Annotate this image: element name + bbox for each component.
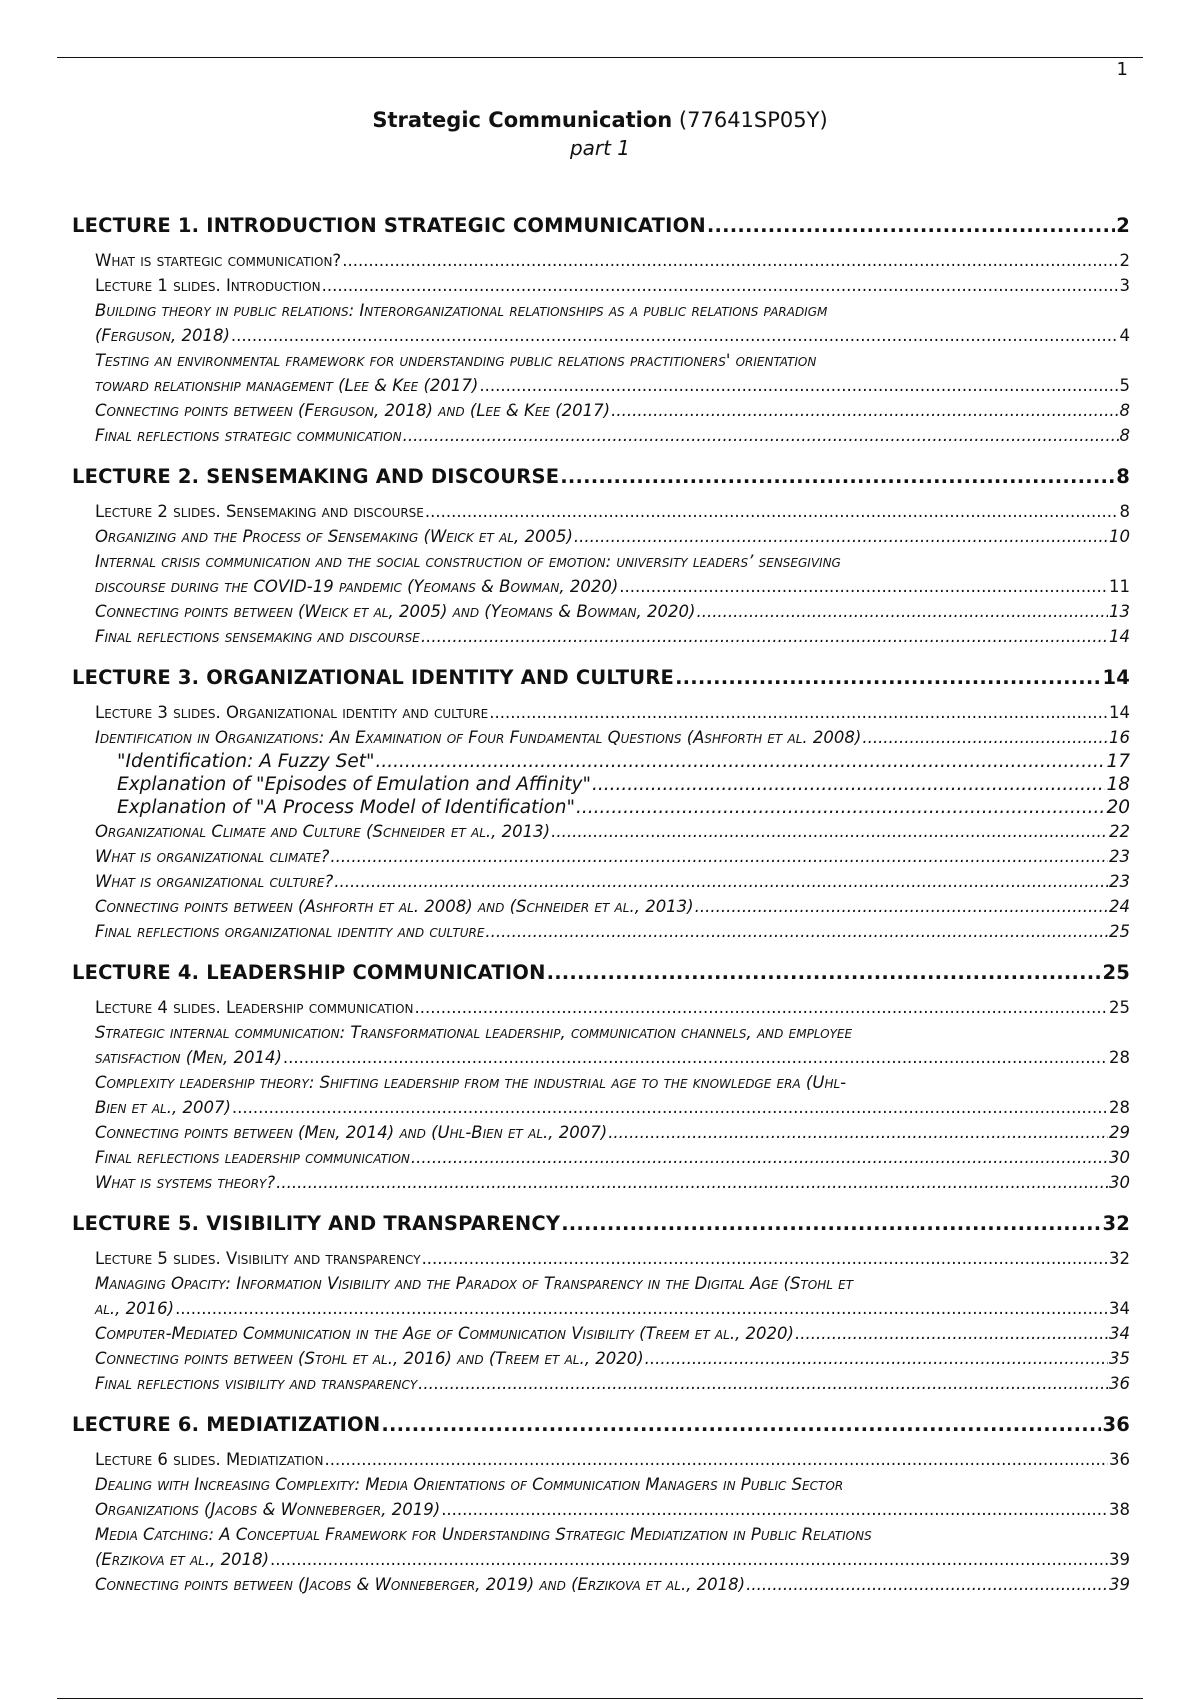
toc-page-number: 18 [1106,774,1130,795]
toc-entry-title: What is systems theory? [95,1173,276,1192]
toc-lecture-heading[interactable] [72,1412,1130,1437]
dot-leader [283,1045,1108,1070]
toc-entry[interactable] [72,1070,1130,1120]
toc-entry-title-line: Building theory in public relations: Interorganizational relationships as a public relations paradigm [95,301,828,320]
toc-entry-title: Explanation of "A Process Model of Identification" [117,797,576,818]
header-rule [57,57,1143,58]
toc-entry[interactable] [72,273,1130,298]
toc-entry[interactable] [72,298,1130,348]
toc-entry-title: Connecting points between (Weick et al, 2005) and (Yeomans & Bowman, 2020) [95,602,696,621]
toc-entry[interactable] [72,1020,1130,1070]
toc-entry[interactable] [72,1246,1130,1271]
dot-leader [376,750,1106,773]
toc-entry[interactable] [72,1145,1130,1170]
toc-entry[interactable] [72,1572,1130,1597]
toc-subentry[interactable] [72,796,1130,819]
toc-page-number: 17 [1106,751,1130,772]
dot-leader [231,323,1119,348]
dot-leader [175,1296,1108,1321]
page-number: 1 [1116,59,1128,80]
dot-leader [696,599,1108,624]
toc-page-number: 23 [1109,847,1130,866]
toc-entry[interactable] [72,1371,1130,1396]
toc-entry-title: LECTURE 6. MEDIATIZATION [72,1413,381,1436]
dot-leader [411,1145,1108,1170]
toc-entry-title: LECTURE 5. VISIBILITY AND TRANSPARENCY [72,1212,561,1235]
toc-page-number: 23 [1109,872,1130,891]
document-subtitle: part 1 [569,136,631,160]
toc-page-number: 8 [1116,465,1130,488]
toc-page-number: 36 [1109,1374,1130,1393]
toc-entry[interactable] [72,549,1130,599]
dot-leader [415,995,1108,1020]
toc-entry-title: Organizational Climate and Culture (Schneider et al., 2013) [95,822,551,841]
dot-leader [707,213,1115,238]
toc-lecture-heading[interactable] [72,1211,1130,1236]
dot-leader [334,869,1108,894]
toc-page-number: 2 [1119,251,1130,270]
toc-entry-title: Lecture 5 slides. Visibility and transparency [95,1249,421,1268]
toc-page-number: 8 [1119,502,1130,521]
dot-leader [608,1120,1108,1145]
toc-entry[interactable] [72,1346,1130,1371]
toc-entry[interactable] [72,1170,1130,1195]
dot-leader [574,524,1108,549]
dot-leader [551,819,1108,844]
toc-entry-title: (Erzikova et al., 2018) [95,1550,270,1569]
toc-page-number: 36 [1102,1413,1130,1436]
toc-entry-title: Explanation of "Episodes of Emulation and Affinity" [117,774,591,795]
toc-page-number: 30 [1109,1148,1130,1167]
toc-page-number: 28 [1109,1048,1130,1067]
toc-entry-title: What is organizational culture? [95,872,334,891]
toc-page-number: 3 [1119,276,1130,295]
toc-page-number: 16 [1109,728,1130,747]
toc-entry-title-line: Complexity leadership theory: Shifting leadership from the industrial age to the knowledge era (Uhl- [95,1073,847,1092]
toc-page-number: 5 [1119,376,1130,395]
table-of-contents [72,213,1130,1597]
toc-entry-title: Lecture 1 slides. Introduction [95,276,321,295]
toc-entry[interactable] [72,499,1130,524]
dot-leader [560,464,1115,489]
toc-page-number: 14 [1102,666,1130,689]
dot-leader [422,1246,1108,1271]
toc-page-number: 14 [1109,627,1130,646]
toc-entry-title-line: Managing Opacity: Information Visibility and the Paradox of Transparency in the Digital Age (Stohl et [95,1274,854,1293]
dot-leader [276,1170,1108,1195]
dot-leader [795,1321,1108,1346]
toc-entry-title: What is organizational climate? [95,847,330,866]
toc-entry-title: Final reflections leadership communication [95,1148,410,1167]
toc-page-number: 25 [1102,961,1130,984]
toc-entry-title-line: Testing an environmental framework for understanding public relations practitioners' orientation [95,351,817,370]
toc-page-number: 34 [1109,1324,1130,1343]
toc-page-number: 11 [1109,577,1130,596]
toc-entry[interactable] [72,1321,1130,1346]
document-title [0,108,1200,132]
toc-page-number: 25 [1109,922,1130,941]
dot-leader [611,398,1118,423]
dot-leader [561,1211,1101,1236]
toc-entry-title: toward relationship management (Lee & Kee (2017) [95,376,479,395]
toc-entry-title: Final reflections strategic communication [95,426,402,445]
toc-entry-title: Lecture 6 slides. Mediatization [95,1450,324,1469]
toc-entry[interactable] [72,844,1130,869]
course-name: Strategic Communication [372,108,673,132]
toc-entry-title: Final reflections organizational identity and culture [95,922,485,941]
toc-entry-title: discourse during the COVID-19 pandemic (Yeomans & Bowman, 2020) [95,577,619,596]
dot-leader [746,1572,1108,1597]
toc-entry-title: Final reflections sensemaking and discourse [95,627,420,646]
toc-page-number: 32 [1102,1212,1130,1235]
toc-entry[interactable] [72,1120,1130,1145]
toc-entry-title: Connecting points between (Jacobs & Wonneberger, 2019) and (Erzikova et al., 2018) [95,1575,746,1594]
toc-entry-title: LECTURE 3. ORGANIZATIONAL IDENTITY AND CULTURE [72,666,675,689]
toc-entry[interactable] [72,348,1130,398]
toc-page-number: 8 [1119,426,1130,445]
dot-leader [425,499,1119,524]
toc-entry[interactable] [72,423,1130,448]
toc-entry[interactable] [72,995,1130,1020]
dot-leader [381,1412,1101,1437]
toc-lecture-heading[interactable] [72,960,1130,985]
dot-leader [324,1447,1108,1472]
dot-leader [547,960,1102,985]
toc-entry-title: Lecture 2 slides. Sensemaking and discourse [95,502,424,521]
toc-page-number: 34 [1109,1299,1130,1318]
toc-entry[interactable] [72,919,1130,944]
toc-entry[interactable] [72,1522,1130,1572]
toc-entry-title: "Identification: A Fuzzy Set" [117,751,375,772]
toc-entry-title: Connecting points between (Ferguson, 2018) and (Lee & Kee (2017) [95,401,611,420]
toc-entry-title: LECTURE 1. INTRODUCTION STRATEGIC COMMUNICATION [72,214,706,237]
toc-entry-title-line: Internal crisis communication and the social construction of emotion: university leaders’ sensegiving [95,552,841,571]
footer-rule [57,1698,1143,1699]
dot-leader [489,700,1108,725]
toc-entry[interactable] [72,700,1130,725]
dot-leader [576,796,1105,819]
toc-page-number: 29 [1109,1123,1130,1142]
toc-entry[interactable] [72,869,1130,894]
dot-leader [592,773,1105,796]
dot-leader [322,273,1119,298]
toc-entry[interactable] [72,725,1130,750]
dot-leader [403,423,1119,448]
toc-entry-title: Organizing and the Process of Sensemaking (Weick et al, 2005) [95,527,573,546]
toc-page-number: 22 [1109,822,1130,841]
dot-leader [862,725,1108,750]
toc-entry[interactable] [72,248,1130,273]
toc-page-number: 10 [1109,527,1130,546]
toc-lecture-heading[interactable] [72,213,1130,238]
toc-entry-title: LECTURE 2. SENSEMAKING AND DISCOURSE [72,465,560,488]
dot-leader [232,1095,1108,1120]
toc-entry-title: Lecture 4 slides. Leadership communication [95,998,414,1017]
course-code: (77641SP05Y) [678,108,828,132]
toc-entry-title: Final reflections visibility and transparency [95,1374,418,1393]
toc-page-number: 36 [1109,1450,1130,1469]
toc-entry[interactable] [72,524,1130,549]
dot-leader [675,665,1101,690]
toc-page-number: 35 [1109,1349,1130,1368]
dot-leader [479,373,1118,398]
toc-page-number: 25 [1109,998,1130,1017]
toc-page-number: 32 [1109,1249,1130,1268]
dot-leader [441,1497,1108,1522]
toc-page-number: 39 [1109,1550,1130,1569]
toc-entry-title: Identification in Organizations: An Examination of Four Fundamental Questions (Ashforth et al. 2008) [95,728,862,747]
toc-entry-title: Connecting points between (Stohl et al., 2016) and (Treem et al., 2020) [95,1349,644,1368]
toc-entry-title: al., 2016) [95,1299,175,1318]
toc-page-number: 28 [1109,1098,1130,1117]
dot-leader [619,574,1108,599]
toc-entry-title: Connecting points between (Men, 2014) and (Uhl-Bien et al., 2007) [95,1123,608,1142]
dot-leader [418,1371,1108,1396]
toc-entry[interactable] [72,1447,1130,1472]
toc-entry[interactable] [72,599,1130,624]
toc-entry-title-line: Strategic internal communication: Transformational leadership, communication channels, and employee [95,1023,853,1042]
toc-entry[interactable] [72,1472,1130,1522]
toc-page-number: 39 [1109,1575,1130,1594]
dot-leader [421,624,1108,649]
toc-entry-title: LECTURE 4. LEADERSHIP COMMUNICATION [72,961,546,984]
toc-page-number: 24 [1109,897,1130,916]
toc-entry[interactable] [72,398,1130,423]
toc-entry-title-line: Dealing with Increasing Complexity: Media Orientations of Communication Managers in Public Sector [95,1475,844,1494]
toc-entry-title: satisfaction (Men, 2014) [95,1048,282,1067]
toc-entry[interactable] [72,624,1130,649]
toc-entry[interactable] [72,1271,1130,1321]
toc-page-number: 14 [1109,703,1130,722]
toc-subentry[interactable] [72,750,1130,773]
toc-entry-title: Organizations (Jacobs & Wonneberger, 2019) [95,1500,441,1519]
toc-entry-title: Connecting points between (Ashforth et al. 2008) and (Schneider et al., 2013) [95,897,694,916]
toc-subentry[interactable] [72,773,1130,796]
toc-page-number: 2 [1116,214,1130,237]
toc-page-number: 13 [1109,602,1130,621]
toc-entry-title: Lecture 3 slides. Organizational identity and culture [95,703,489,722]
toc-entry[interactable] [72,819,1130,844]
dot-leader [645,1346,1108,1371]
toc-page-number: 20 [1106,797,1130,818]
dot-leader [270,1547,1108,1572]
toc-entry-title: What is startegic communication? [95,251,342,270]
dot-leader [695,894,1108,919]
toc-entry-title: (Ferguson, 2018) [95,326,230,345]
toc-lecture-heading[interactable] [72,464,1130,489]
dot-leader [342,248,1118,273]
toc-page-number: 38 [1109,1500,1130,1519]
toc-page-number: 4 [1119,326,1130,345]
toc-page-number: 30 [1109,1173,1130,1192]
toc-page-number: 8 [1119,401,1130,420]
toc-entry-title: Bien et al., 2007) [95,1098,231,1117]
toc-entry[interactable] [72,894,1130,919]
toc-entry-title: Computer-Mediated Communication in the Age of Communication Visibility (Treem et al., 2020) [95,1324,794,1343]
toc-entry-title-line: Media Catching: A Conceptual Framework for Understanding Strategic Mediatization in Public Relations [95,1525,872,1544]
toc-lecture-heading[interactable] [72,665,1130,690]
dot-leader [485,919,1108,944]
dot-leader [330,844,1108,869]
